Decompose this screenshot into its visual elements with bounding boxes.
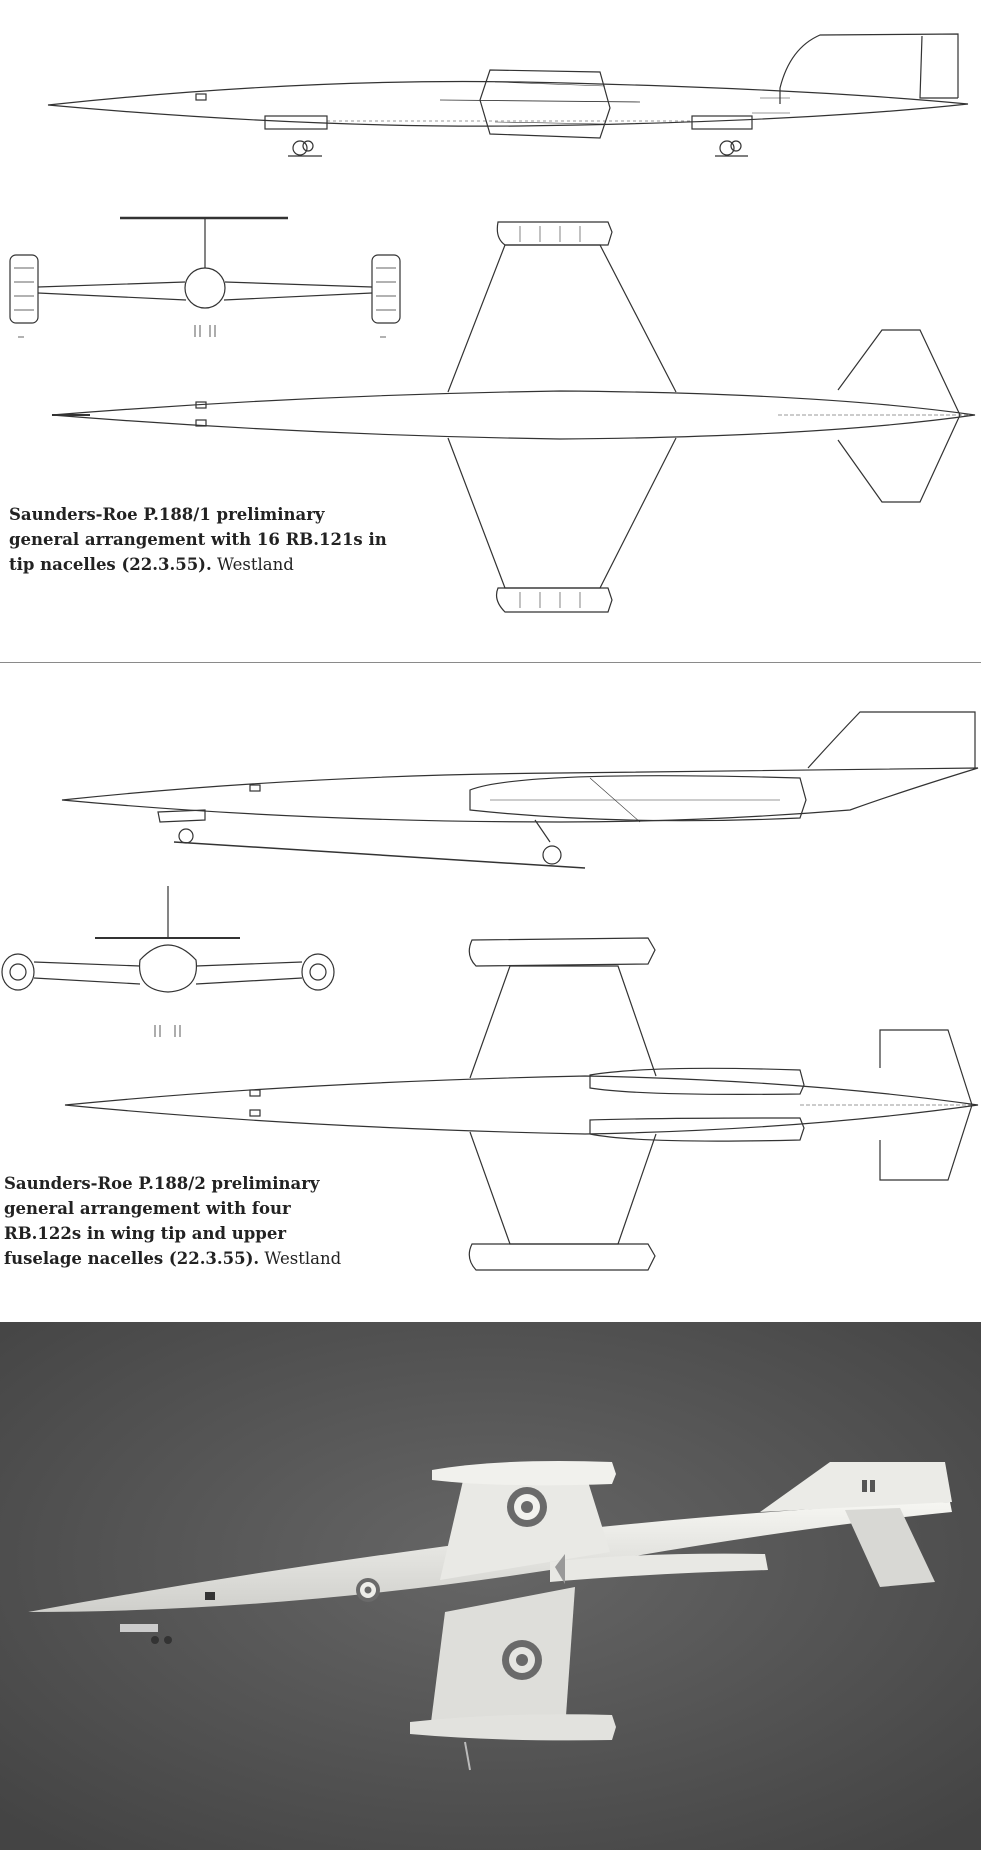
model-photograph bbox=[0, 1322, 981, 1850]
caption-p188-2-credit: Westland bbox=[264, 1249, 342, 1268]
caption-p188-2-text: Saunders-Roe P.188/2 preliminary general arrangement with four RB.122s in wing tip and upper fuselage nacelles (22.3.55). bbox=[4, 1174, 320, 1268]
photo-background bbox=[0, 1322, 981, 1850]
p188-1-side-view bbox=[48, 34, 968, 156]
caption-p188-1-credit: Westland bbox=[216, 555, 294, 574]
p188-2-side-view bbox=[62, 712, 978, 868]
caption-p188-2 bbox=[4, 1171, 364, 1271]
p188-1-front-view bbox=[10, 218, 400, 337]
caption-p188-1-text: Saunders-Roe P.188/1 preliminary general arrangement with 16 RB.121s in tip nacelles (22.3.55). bbox=[9, 505, 387, 574]
section-divider bbox=[0, 662, 981, 663]
p188-2-front-view bbox=[2, 886, 334, 1037]
caption-p188-1 bbox=[9, 502, 389, 577]
